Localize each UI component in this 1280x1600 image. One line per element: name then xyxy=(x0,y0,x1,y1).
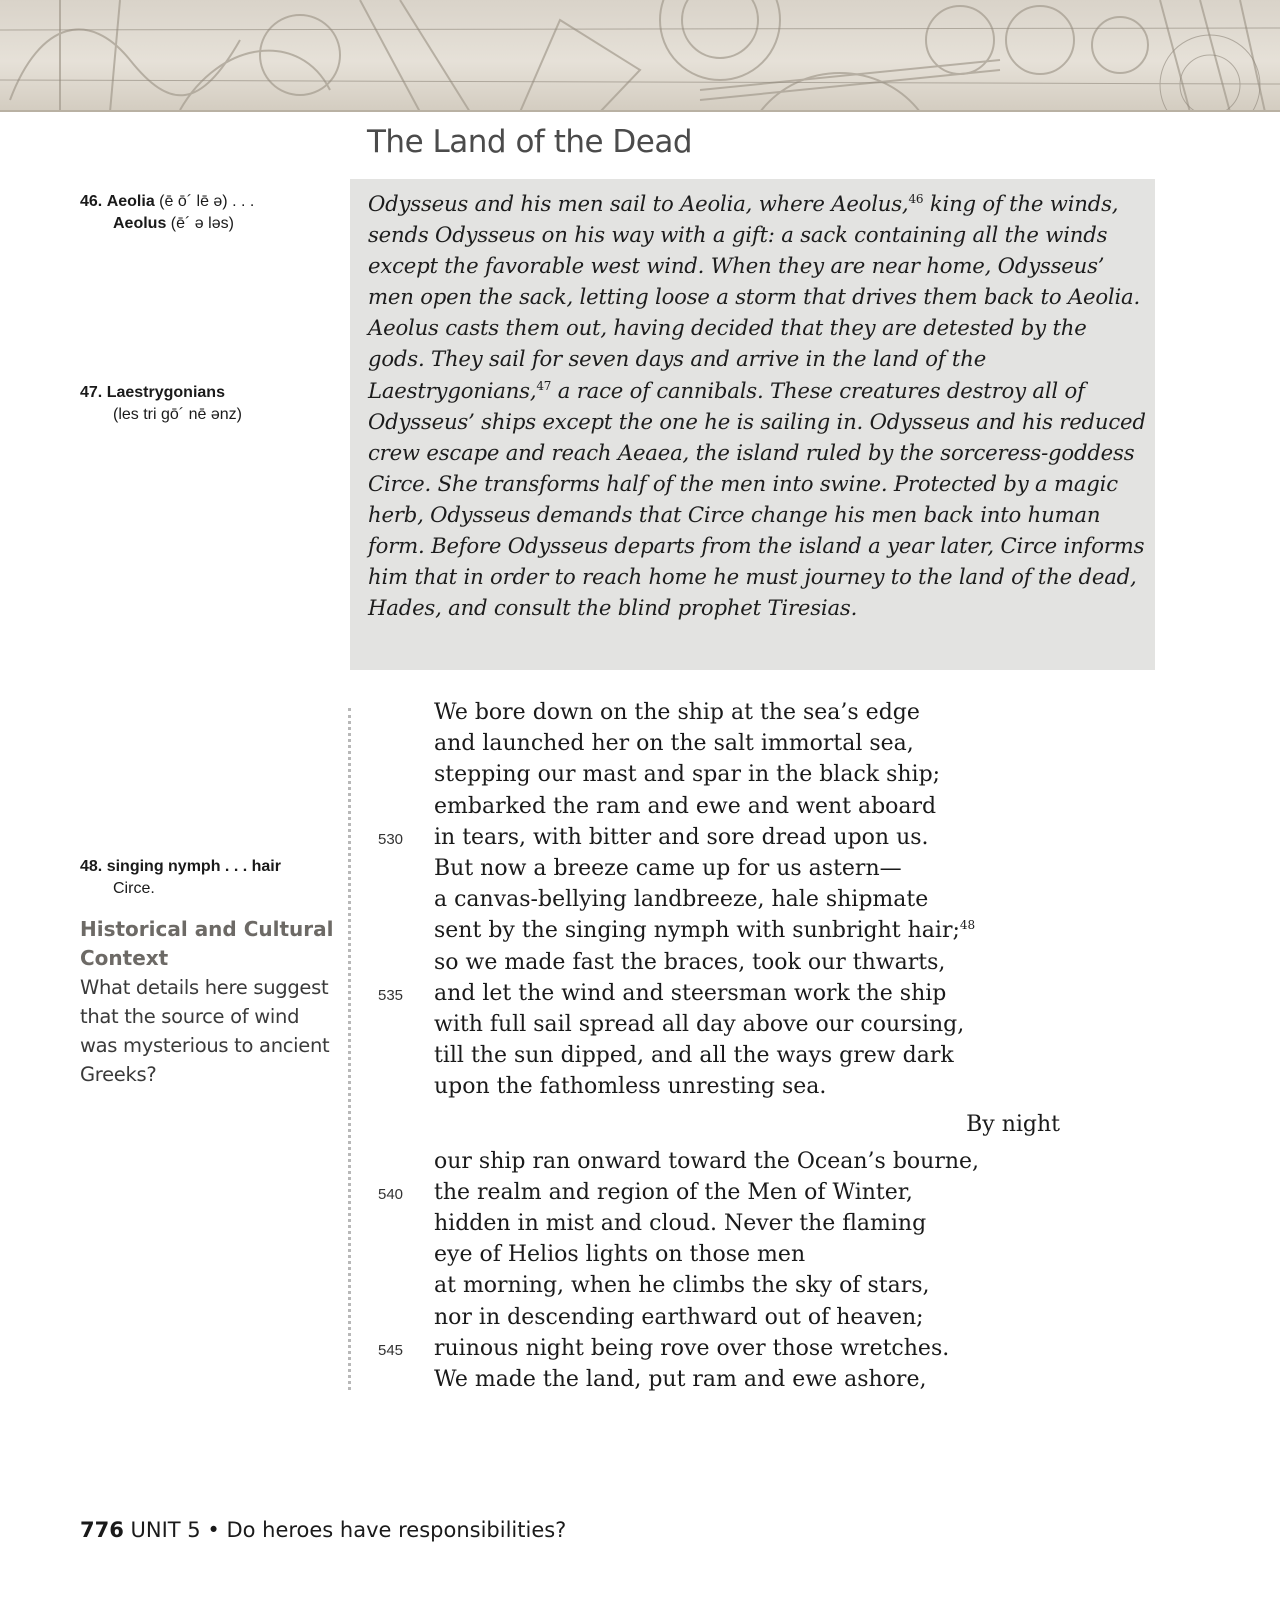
poem-line xyxy=(434,791,936,822)
banner-artwork-icon xyxy=(0,0,1280,112)
poem-row xyxy=(0,853,1280,884)
page-footer xyxy=(80,1518,566,1542)
page-number: 776 xyxy=(80,1518,124,1542)
poem-line-text: in tears, with bitter and sore dread upon us. xyxy=(434,824,929,850)
footnote-line-2: (les tri gō´ nē ənz) xyxy=(113,406,242,423)
poem-row xyxy=(0,1146,1280,1177)
poem-line xyxy=(434,978,946,1009)
poem-line xyxy=(434,1009,964,1040)
poem-row xyxy=(0,1302,1280,1333)
poem-line-text: with full sail spread all day above our coursing, xyxy=(434,1012,965,1037)
footnote-ref-47: 47 xyxy=(536,378,552,393)
poem-row xyxy=(0,759,1280,790)
banner-edge xyxy=(0,110,1280,112)
poem-line-text: sent by the singing nymph with sunbright hair; xyxy=(434,918,960,944)
poem-line xyxy=(966,1109,1060,1140)
poem-row xyxy=(0,978,1280,1009)
summary-box xyxy=(350,179,1155,670)
poem-line-text: But now a breeze came up for us astern— xyxy=(434,856,902,881)
footnote-46 xyxy=(80,191,340,235)
poem-row xyxy=(0,1239,1280,1270)
poem-row xyxy=(0,884,1280,915)
poem-row xyxy=(0,1109,1280,1140)
poem-line-text: hidden in mist and cloud. Never the flaming xyxy=(434,1211,927,1236)
poem-line-text: nor in descending earthward out of heaven; xyxy=(434,1304,924,1330)
unit-label: UNIT 5 xyxy=(130,1518,201,1542)
poem-row xyxy=(0,915,1280,946)
footnote-term: Laestrygonians xyxy=(106,384,225,401)
poem-line xyxy=(434,1239,805,1270)
poem-row xyxy=(0,791,1280,822)
poem-row xyxy=(0,1333,1280,1364)
poem-line-text: embarked the ram and ewe and went aboard xyxy=(434,793,937,819)
poem-row xyxy=(0,947,1280,978)
footnote-pronunciation: (ē ō´ lē ə) . . . xyxy=(154,193,255,210)
poem-line-text: the realm and region of the Men of Winter, xyxy=(434,1179,913,1205)
poem-line-text: till the sun dipped, and all the ways grew dark xyxy=(434,1043,954,1069)
poem-row xyxy=(0,822,1280,853)
poem-row xyxy=(0,1177,1280,1208)
line-number: 540 xyxy=(378,1185,404,1203)
footnote-term: Aeolia xyxy=(106,193,155,210)
unit-question: Do heroes have responsibilities? xyxy=(226,1518,567,1542)
poem-line xyxy=(434,1146,979,1177)
footnote-number: 48. xyxy=(80,858,103,875)
poem-line xyxy=(434,822,929,853)
decorative-banner xyxy=(0,0,1280,112)
footnote-line-2 xyxy=(80,213,340,235)
summary-part-1: Odysseus and his men sail to Aeolia, where Aeolus, xyxy=(368,191,909,216)
poem-row xyxy=(0,1040,1280,1071)
poem-row xyxy=(0,728,1280,759)
poem-line-text: and let the wind and steersman work the ship xyxy=(434,980,947,1006)
summary-part-3: a race of cannibals. These creatures destroy all of Odysseus’ ships except the one he is sailing in. Odysseus and his reduced crew escape and reach Aeaea, the island ruled by the sorceress-goddess Circe. She transforms half of the men into swine. Protected by a magic herb, Odysseus demands that Circe change his men back into human form. Before Odysseus departs from the island a year later, Circe informs him that in order to reach home he must journey to the land of the dead, Hades, and consult the blind prophet Tiresias. xyxy=(368,377,1146,621)
summary-part-2: king of the winds, sends Odysseus on his way with a gift: a sack containing all the winds except the favorable west wind. When they are near home, Odysseus’ men open the sack, letting loose a storm that drives them back to Aeolia. Aeolus casts them out, having decided that they are detested by the gods. They sail for seven days and arrive in the land of the Laestrygonians, xyxy=(368,191,1141,403)
poem-line xyxy=(434,1177,913,1208)
poem-line xyxy=(434,1040,954,1071)
poem-line xyxy=(434,1270,930,1301)
poem-line-text: our ship ran onward toward the Ocean’s bourne, xyxy=(434,1148,980,1174)
poem-line-text: eye of Helios lights on those men xyxy=(434,1242,806,1268)
poem-line xyxy=(434,1071,826,1102)
poem-row xyxy=(0,1009,1280,1040)
poem-row xyxy=(0,1364,1280,1395)
context-heading: Historical and Cultural Context xyxy=(80,917,334,970)
poem-row xyxy=(0,697,1280,728)
footer-bullet: • xyxy=(207,1518,220,1542)
poem-line xyxy=(434,947,945,978)
poem-line xyxy=(434,884,928,915)
poem-line-text: so we made fast the braces, took our thwarts, xyxy=(434,949,946,975)
section-title: The Land of the Dead xyxy=(367,124,693,160)
line-number: 535 xyxy=(378,986,404,1004)
poem-line xyxy=(434,1208,926,1239)
poem-line-text: stepping our mast and spar in the black ship; xyxy=(434,762,941,788)
poem-line-text: ruinous night being rove over those wretches. xyxy=(434,1335,950,1361)
footnote-ref-46: 46 xyxy=(908,192,924,206)
poem-line-text: and launched her on the salt immortal sea, xyxy=(434,731,914,757)
line-number: 530 xyxy=(378,830,404,848)
poem-line-text: By night xyxy=(966,1111,1060,1137)
poem-line xyxy=(434,1364,926,1395)
poem-row xyxy=(0,1208,1280,1239)
footnote-ref-48: 48 xyxy=(959,918,976,933)
footnote-term: singing nymph . . . hair xyxy=(106,858,281,875)
footnote-number: 47. xyxy=(80,384,103,401)
line-number: 545 xyxy=(378,1341,404,1359)
poem-line xyxy=(434,728,914,759)
poem-line xyxy=(434,1333,949,1364)
poem-row xyxy=(0,1270,1280,1301)
footnote-pronunciation-2: (ē´ ə ləs) xyxy=(166,215,234,232)
poem-line xyxy=(434,915,975,946)
poem-line xyxy=(434,759,940,790)
poem-line xyxy=(434,697,920,728)
footnote-term-2: Aeolus xyxy=(113,215,167,232)
footnote-number: 46. xyxy=(80,193,103,210)
poem-line-text: upon the fathomless unresting sea. xyxy=(434,1074,827,1100)
poem-line xyxy=(434,853,902,884)
poem-line-text: at morning, when he climbs the sky of stars, xyxy=(434,1273,930,1299)
footnote-47 xyxy=(80,382,340,426)
poem-line xyxy=(434,1302,924,1333)
context-question: What details here suggest that the source of wind was mysterious to ancient Greeks? xyxy=(80,976,330,1086)
summary-text xyxy=(368,188,1148,623)
footnote-line-2: Circe. xyxy=(113,880,155,897)
poem-line-text: We made the land, put ram and ewe ashore, xyxy=(434,1367,927,1392)
poem-line-text: a canvas-bellying landbreeze, hale shipmate xyxy=(434,887,929,913)
poem-line-text: We bore down on the ship at the sea’s edge xyxy=(434,700,920,725)
poem-row xyxy=(0,1071,1280,1102)
